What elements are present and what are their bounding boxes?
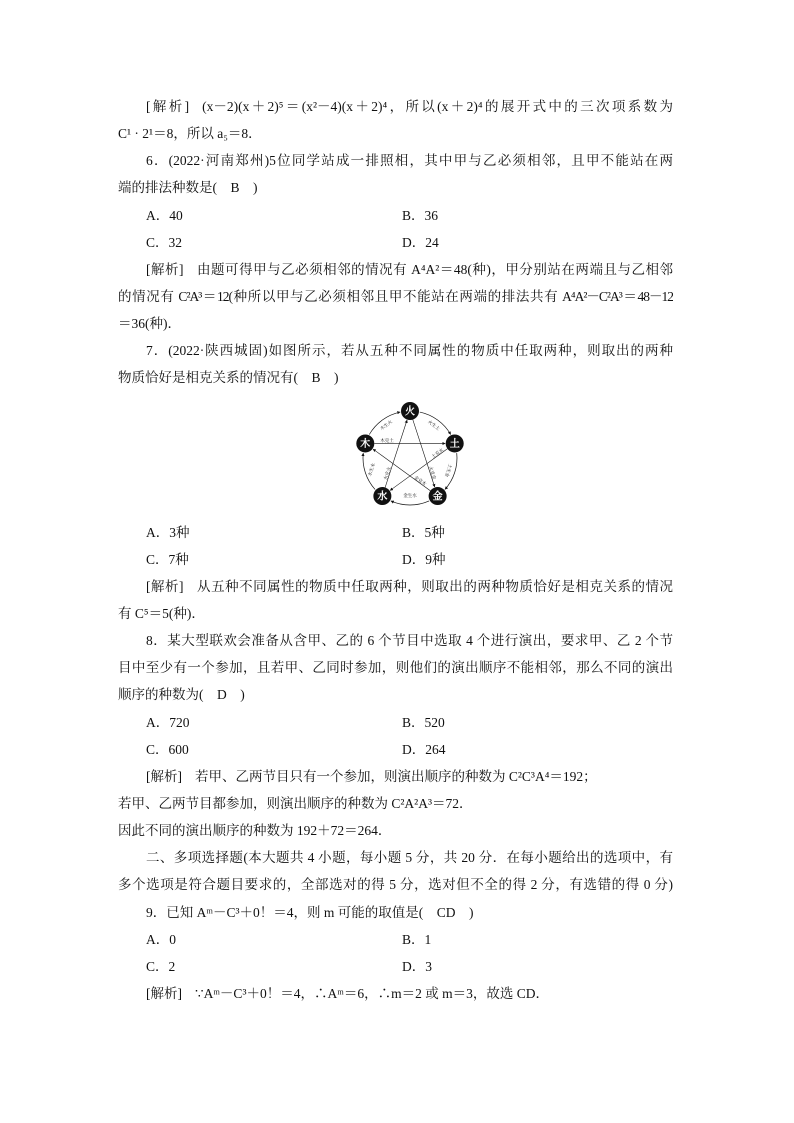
q7-option-a: A．3种 xyxy=(146,524,190,540)
q6-solution-line: ＝36(种)． xyxy=(118,316,181,332)
q9-solution-line xyxy=(118,980,673,1007)
arc-metal-to-water xyxy=(391,500,429,504)
label-metal-generates-water: 金生水 xyxy=(403,493,417,499)
q6-solution-line xyxy=(118,256,673,283)
label-wood-generates-fire: 木生火 xyxy=(379,419,394,432)
q9-option-c: C．2 xyxy=(146,958,176,974)
q6-solution-line: 的情况有 C²A³＝12(种所以甲与乙必须相邻且甲不能站在两端的排法共有 A⁴A²－C²A³＝48－12 xyxy=(118,288,673,304)
label-fire-overcomes-metal: 火克金 xyxy=(427,465,437,480)
q8-options-row xyxy=(118,736,673,763)
solution-label: [解析] xyxy=(146,99,190,114)
section-heading-line: 二、多项选择题(本大题共 4 小题，每小题 5 分，共 20 分．在每小题给出的选项中，有 xyxy=(146,850,673,866)
q7-option-c: C．7种 xyxy=(146,551,189,567)
solution-label: [解析] xyxy=(146,578,184,594)
q9-options-row xyxy=(118,953,673,980)
q6-options-row xyxy=(118,202,673,229)
q8-solution-line: 因此不同的演出顺序的种数为 192＋72＝264． xyxy=(118,823,392,839)
node-water-label: 水 xyxy=(377,491,388,503)
q9-option-a: A．0 xyxy=(146,931,176,947)
node-fire-label: 火 xyxy=(405,406,415,418)
five-elements-diagram xyxy=(348,398,472,516)
q8-solution-line xyxy=(118,763,673,790)
q6-option-a: A．40 xyxy=(146,207,183,223)
q7-option-d: D．9种 xyxy=(402,551,446,567)
q6-options-row xyxy=(118,229,673,256)
q7-stem-line: 物质恰好是相克关系的情况有( B ) xyxy=(118,370,339,386)
q7-solution-line: 有 C⁵＝5(种)． xyxy=(118,605,205,621)
label-earth-generates-metal: 土生金 xyxy=(443,462,453,477)
q9-stem-line: 9．已知 Aᵐ－C³＋0！＝4，则 m 可能的取值是( CD ) xyxy=(146,904,474,920)
q6-stem-line: 6．(2022·河南郑州)5位同学站成一排照相，其中甲与乙必须相邻，且甲不能站在两 xyxy=(146,153,673,169)
q6-option-b: B．36 xyxy=(402,207,439,223)
q6-option-c: C．32 xyxy=(146,234,183,250)
q7-stem-line: 7．(2022·陕西城固)如图所示，若从五种不同属性的物质中任取两种，则取出的两种 xyxy=(146,343,673,359)
q9-options-row xyxy=(118,926,673,953)
q9-option-b: B．1 xyxy=(402,931,432,947)
q8-stem-line: 顺序的种数为( D ) xyxy=(118,687,245,703)
section-heading-line: 多个选项是符合题目要求的，全部选对的得 5 分，选对但不全的得 2 分，有选错的得 0 分) xyxy=(118,877,673,893)
q7-option-b: B．5种 xyxy=(402,524,445,540)
q7-solution-line xyxy=(118,573,673,600)
q6-solution-text: 由题可得甲与乙必须相邻的情况有 A⁴A²＝48(种)，甲分别站在两端且与乙相邻 xyxy=(196,261,673,277)
q5-solution-line: C¹ · 2¹＝8，所以 a₅＝8． xyxy=(118,126,262,142)
node-earth-label: 土 xyxy=(449,438,460,450)
q8-stem-line: 目中至少有一个参加，且若甲、乙同时参加，则他们的演出顺序不能相邻，那么不同的演出 xyxy=(118,660,673,676)
q8-option-d: D．264 xyxy=(402,741,446,757)
q9-solution-text: ∵Aᵐ－C³＋0！＝4，∴Aᵐ＝6，∴m＝2 或 m＝3，故选 CD． xyxy=(195,985,549,1001)
q7-figure xyxy=(118,392,673,519)
solution-label: [解析] xyxy=(146,985,182,1001)
q7-options-row xyxy=(118,519,673,546)
node-wood-label: 木 xyxy=(360,438,371,450)
solution-label: [解析] xyxy=(146,261,184,277)
q7-solution-text: 从五种不同属性的物质中任取两种，则取出的两种物质恰好是相克关系的情况 xyxy=(196,578,673,594)
q5-solution-line xyxy=(118,93,673,120)
q7-options-row xyxy=(118,546,673,573)
q8-stem-line: 8．某大型联欢会准备从含甲、乙的 6 个节目中选取 4 个进行演出，要求甲、乙 2 个节 xyxy=(146,633,673,649)
page-content xyxy=(118,93,673,1007)
q8-option-c: C．600 xyxy=(146,741,189,757)
q8-option-b: B．520 xyxy=(402,714,445,730)
label-fire-generates-earth: 火生土 xyxy=(426,419,441,432)
solution-label: [解析] xyxy=(146,768,182,784)
label-water-generates-wood: 水生木 xyxy=(367,462,377,477)
q8-option-a: A．720 xyxy=(146,714,190,730)
q6-option-d: D．24 xyxy=(402,234,439,250)
label-earth-overcomes-water: 土克水 xyxy=(431,447,445,460)
q8-solution-text: 若甲、乙两节目只有一个参加，则演出顺序的种数为 C²C³A⁴＝192； xyxy=(195,768,597,784)
q9-option-d: D．3 xyxy=(402,958,432,974)
q6-stem-line: 端的排法种数是( B ) xyxy=(118,180,258,196)
label-water-overcomes-fire: 水克火 xyxy=(383,466,393,481)
q5-solution-text: (x－2)(x＋2)⁵＝(x²－4)(x＋2)⁴，所以(x＋2)⁴的展开式中的三次项系数为 xyxy=(202,99,673,114)
label-wood-overcomes-earth: 木克土 xyxy=(380,438,394,444)
q8-solution-line: 若甲、乙两节目都参加，则演出顺序的种数为 C²A²A³＝72． xyxy=(118,795,473,811)
label-metal-overcomes-wood: 金克木 xyxy=(412,474,427,487)
q8-options-row xyxy=(118,709,673,736)
node-metal-label: 金 xyxy=(432,491,443,503)
